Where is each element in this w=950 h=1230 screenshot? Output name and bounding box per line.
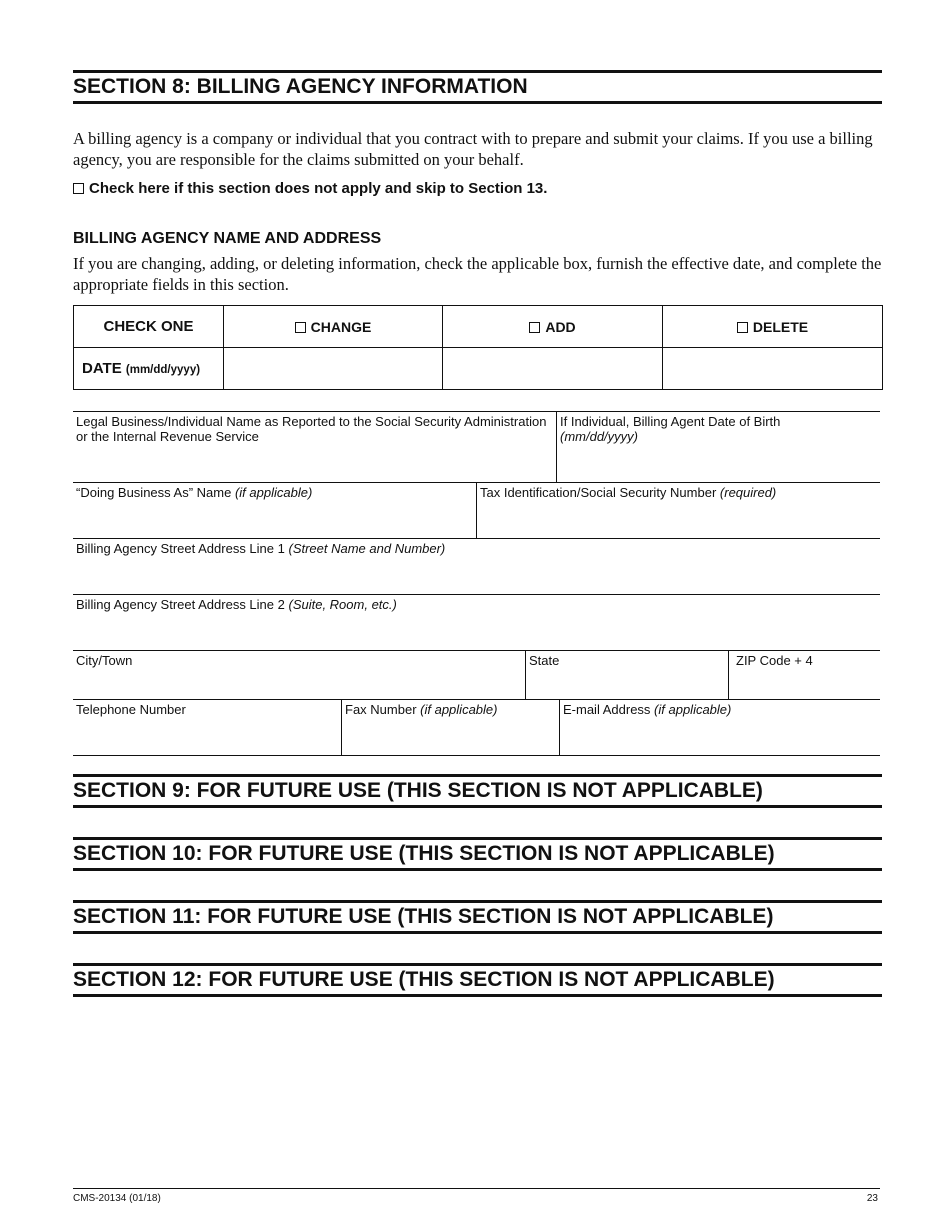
not-apply-label: Check here if this section does not apply and skip to Section 13. (89, 180, 548, 197)
add-label: ADD (545, 318, 576, 335)
zip-field[interactable] (728, 650, 880, 699)
change-option[interactable] (224, 306, 443, 348)
form-id: CMS-20134 (01/18) (73, 1193, 161, 1204)
fax-hint: (if applicable) (420, 702, 498, 717)
legal-name-label: Legal Business/Individual Name as Reported to the Social Security Administration or the Internal Revenue Service (76, 414, 547, 444)
telephone-label: Telephone Number (76, 702, 186, 717)
email-label: E-mail Address (563, 702, 651, 717)
address-line-1-hint: (Street Name and Number) (288, 541, 446, 556)
dob-hint: (mm/dd/yyyy) (560, 429, 638, 444)
tin-hint: (required) (719, 485, 777, 500)
date-format: (mm/dd/yyyy) (125, 364, 201, 376)
legal-name-field[interactable] (73, 411, 557, 482)
address-line-1-field[interactable] (73, 538, 880, 594)
section-8-title: SECTION 8: BILLING AGENCY INFORMATION (73, 70, 882, 104)
date-label-cell (74, 348, 224, 390)
section-10-title: SECTION 10: FOR FUTURE USE (THIS SECTION IS NOT APPLICABLE) (73, 837, 882, 871)
address-line-2-field[interactable] (73, 594, 880, 650)
dba-hint: (if applicable) (234, 485, 313, 500)
delete-date-input[interactable] (663, 348, 883, 390)
address-line-1-label: Billing Agency Street Address Line 1 (76, 541, 285, 556)
city-label: City/Town (76, 653, 133, 668)
address-line-2-hint: (Suite, Room, etc.) (288, 597, 397, 612)
footer-rule (73, 1188, 880, 1189)
billing-agency-subheading: BILLING AGENCY NAME AND ADDRESS (73, 230, 382, 247)
add-checkbox[interactable] (529, 322, 540, 333)
delete-checkbox[interactable] (737, 322, 748, 333)
state-label: State (529, 653, 560, 668)
check-one-label: CHECK ONE (74, 306, 224, 348)
not-apply-checkbox[interactable] (73, 183, 84, 194)
change-label: CHANGE (310, 318, 372, 335)
add-option[interactable] (443, 306, 663, 348)
not-apply-row (73, 180, 547, 197)
tin-label: Tax Identification/Social Security Number (480, 485, 717, 500)
section-11-title: SECTION 11: FOR FUTURE USE (THIS SECTION IS NOT APPLICABLE) (73, 900, 882, 934)
fax-field[interactable] (341, 699, 560, 755)
email-field[interactable] (559, 699, 880, 755)
dob-label: If Individual, Billing Agent Date of Birth (560, 414, 781, 429)
change-date-input[interactable] (224, 348, 443, 390)
fax-label: Fax Number (345, 702, 417, 717)
section-8-intro: A billing agency is a company or individual that you contract with to prepare and submit your claims. If you use a billing agency, you are responsible for the claims submitted on your behalf. (73, 129, 873, 169)
billing-agency-subdescription: If you are changing, adding, or deleting information, check the applicable box, furnish the effective date, and complete the appropriate fields in this section. (73, 254, 882, 294)
state-field[interactable] (525, 650, 729, 699)
date-label: DATE (82, 360, 122, 377)
email-hint: (if applicable) (654, 702, 732, 717)
dba-label: “Doing Business As” Name (76, 485, 232, 500)
telephone-field[interactable] (73, 699, 342, 755)
section-12-title: SECTION 12: FOR FUTURE USE (THIS SECTION IS NOT APPLICABLE) (73, 963, 882, 997)
delete-label: DELETE (752, 318, 809, 335)
tin-field[interactable] (476, 482, 880, 538)
address-line-2-label: Billing Agency Street Address Line 2 (76, 597, 285, 612)
section-9-title: SECTION 9: FOR FUTURE USE (THIS SECTION IS NOT APPLICABLE) (73, 774, 882, 808)
change-checkbox[interactable] (295, 322, 306, 333)
fields-bottom-rule (73, 755, 880, 756)
dba-field[interactable] (73, 482, 477, 538)
dob-field[interactable] (556, 411, 880, 482)
check-one-table (73, 305, 883, 390)
add-date-input[interactable] (443, 348, 663, 390)
zip-label: ZIP Code + 4 (736, 653, 813, 668)
page-number: 23 (866, 1193, 878, 1204)
city-field[interactable] (73, 650, 526, 699)
delete-option[interactable] (663, 306, 883, 348)
